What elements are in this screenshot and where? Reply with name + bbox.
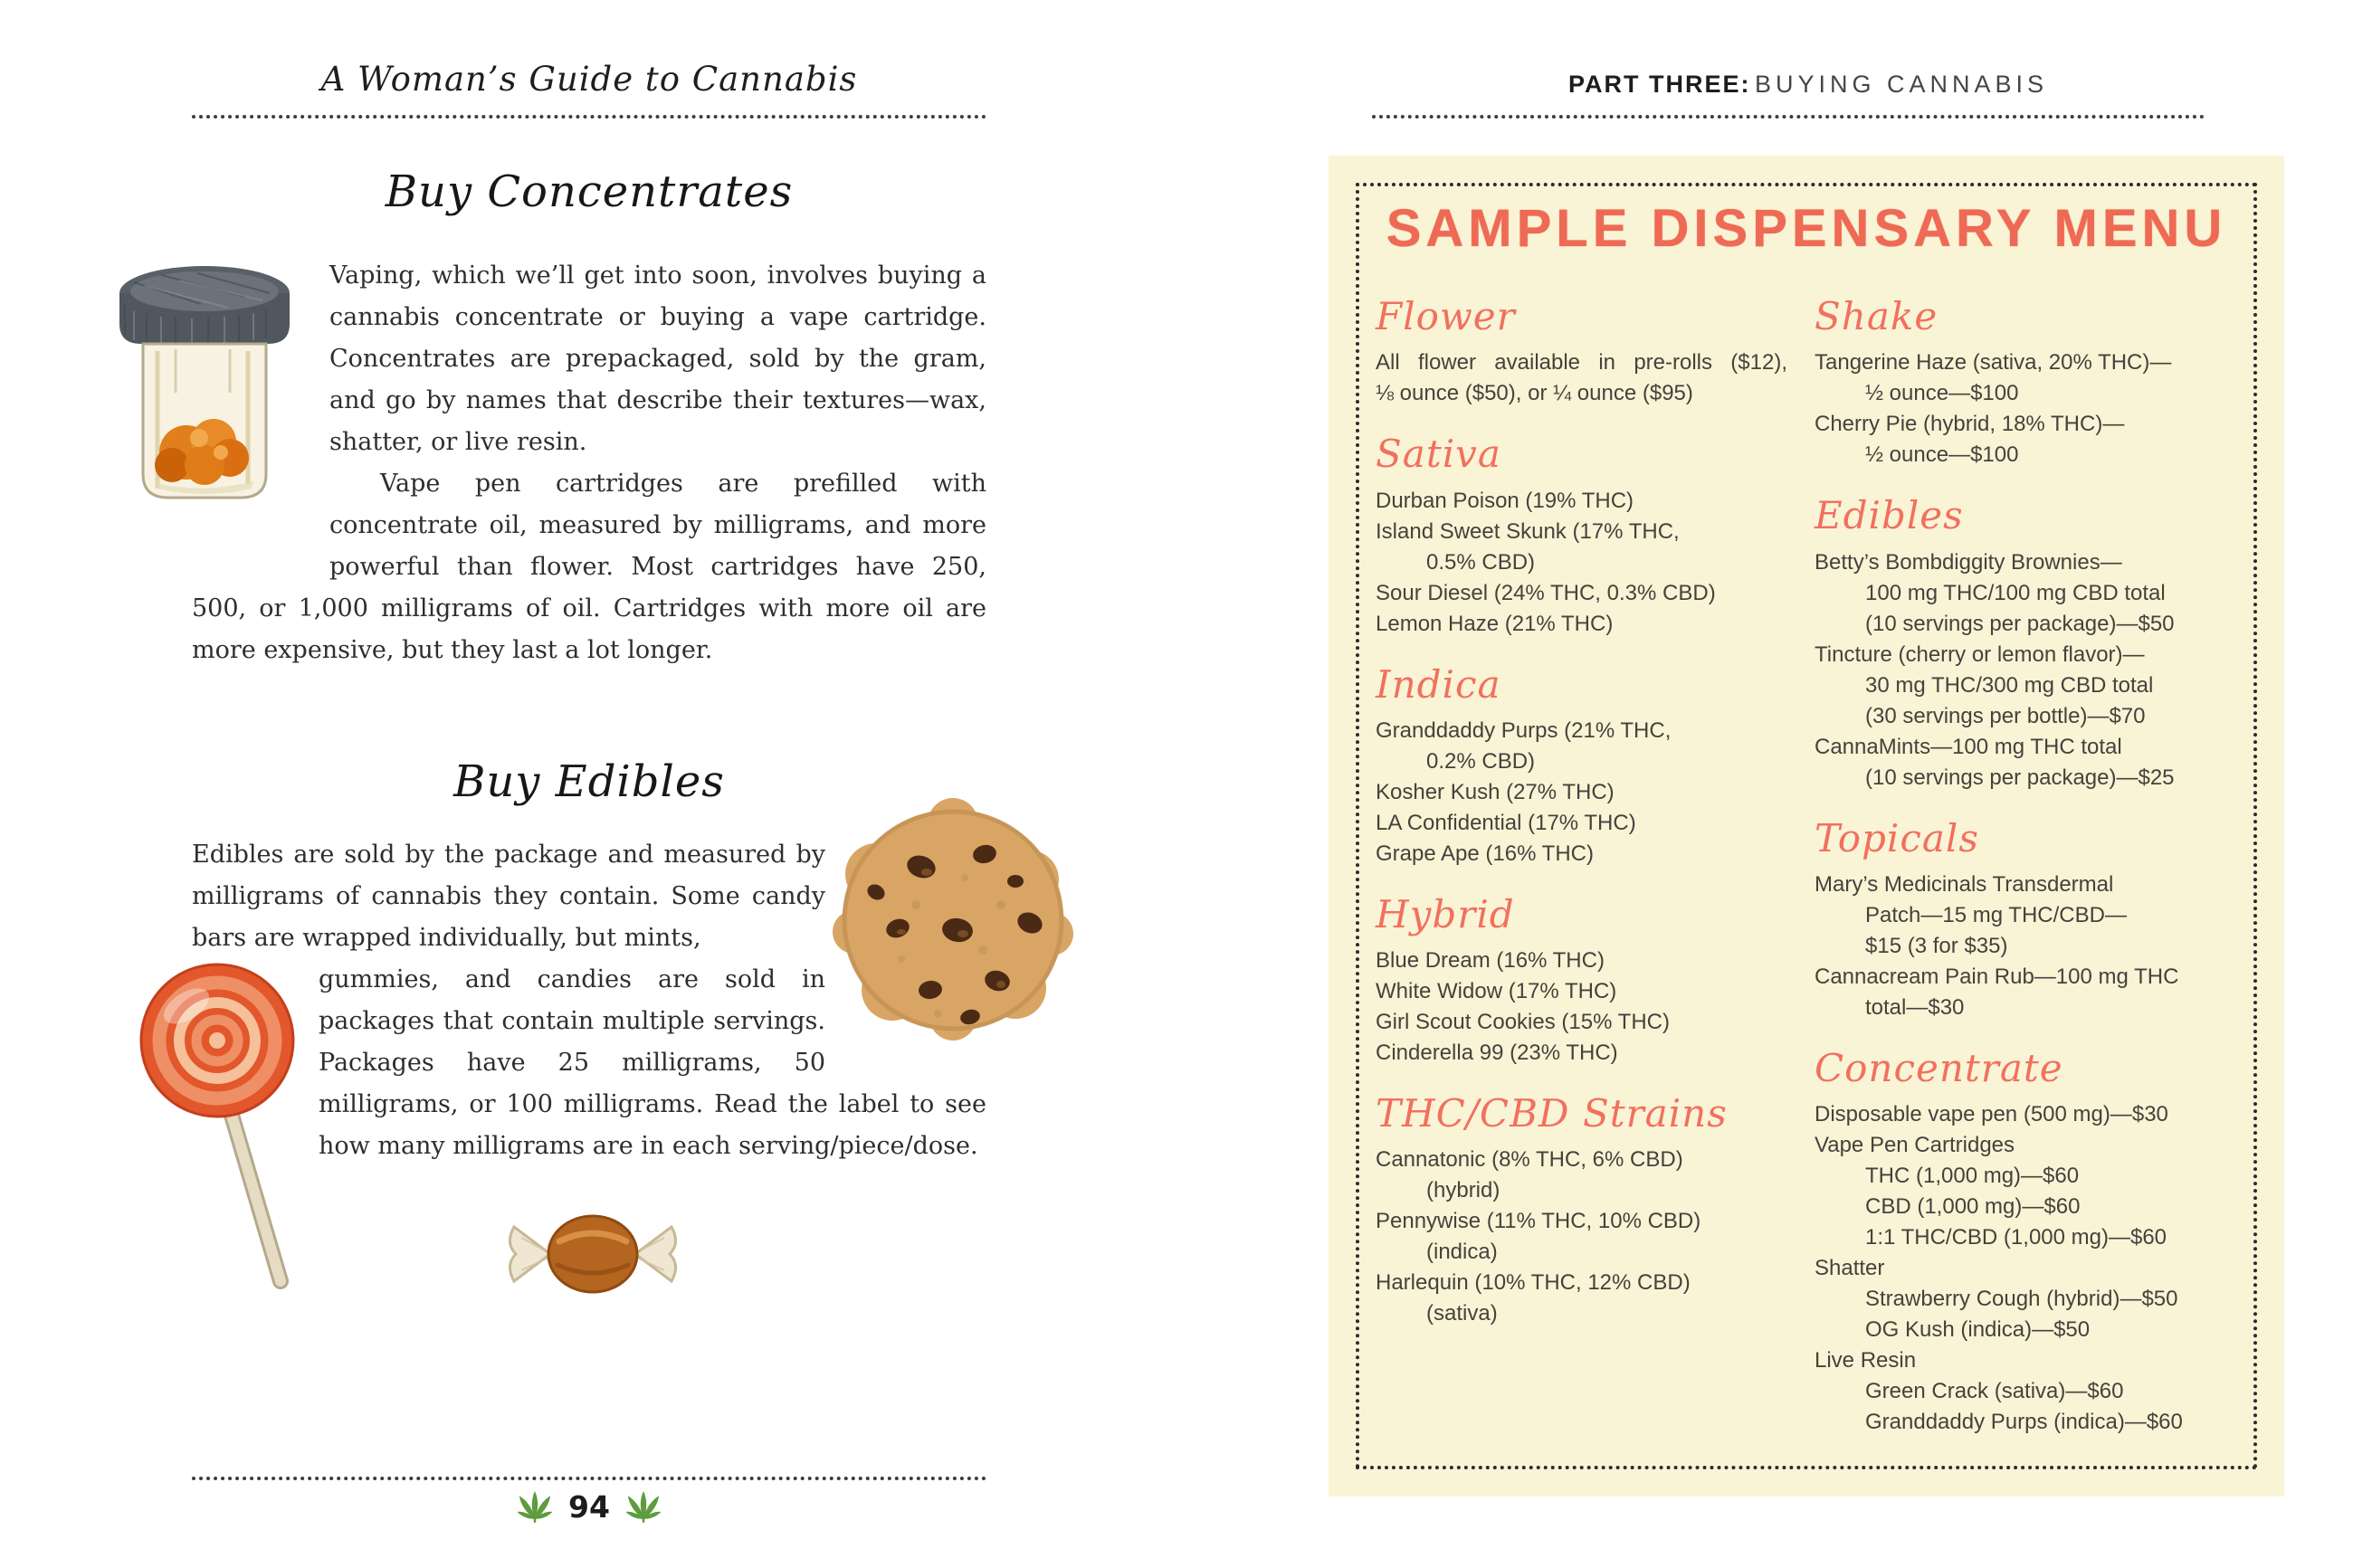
menu-item-line: (hybrid) xyxy=(1426,1178,1500,1203)
menu-item-line: (30 servings per bottle)—$70 xyxy=(1865,703,2146,728)
menu-item-line: Cinderella 99 (23% THC) xyxy=(1376,1041,1618,1066)
menu-item-line: Granddaddy Purps (21% THC, xyxy=(1376,717,1672,743)
menu-columns xyxy=(1376,291,2234,1438)
menu-section-heading: Sativa xyxy=(1376,432,1501,477)
menu-section-heading: Flower xyxy=(1376,294,1516,338)
menu-section-thc-cbd-strains xyxy=(1376,1092,1787,1329)
menu-item-line: Harlequin (10% THC, 12% CBD) xyxy=(1376,1270,1691,1296)
header-dotted-rule-right xyxy=(1372,115,2205,119)
menu-item-line: Kosher Kush (27% THC) xyxy=(1376,779,1615,804)
menu-section-flower xyxy=(1376,295,1787,409)
concentrate-jar-illustration xyxy=(92,257,317,518)
menu-item-line: OG Kush (indica)—$50 xyxy=(1865,1317,2091,1343)
menu-column-right xyxy=(1815,291,2234,1438)
menu-item-line: Cherry Pie (hybrid, 18% THC)— xyxy=(1815,412,2125,437)
paragraph: Vaping, which we’ll get into soon, involves buying a cannabis concentrate or buying a vape cartridge. Concentrates are prepackaged, sold by the gram, and go by names that describe their textures—wax, shatter, or live resin. xyxy=(329,261,986,456)
menu-item-line: 0.2% CBD) xyxy=(1426,748,1536,774)
menu-section-hybrid xyxy=(1376,893,1787,1069)
menu-section-heading: Indica xyxy=(1376,661,1501,707)
menu-item-line: Live Resin xyxy=(1815,1348,1917,1373)
chocolate-chip-cookie-illustration xyxy=(829,796,1077,1044)
page-footer xyxy=(192,1489,986,1524)
part-title: BUYING CANNABIS xyxy=(1754,71,2048,98)
section-title-buy-edibles: Buy Edibles xyxy=(453,756,725,807)
menu-column-left xyxy=(1376,291,1787,1438)
menu-item-line: (10 servings per package)—$25 xyxy=(1865,765,2175,790)
menu-item-line: Patch—15 mg THC/CBD— xyxy=(1865,902,2127,927)
header-dotted-rule-left xyxy=(192,115,986,119)
menu-item-line: LA Confidential (17% THC) xyxy=(1376,810,1636,835)
menu-item-line: (sativa) xyxy=(1426,1301,1498,1326)
page-number: 94 xyxy=(568,1488,610,1525)
menu-title: SAMPLE DISPENSARY MENU xyxy=(1386,199,2227,258)
menu-item-line: Shatter xyxy=(1815,1256,1885,1281)
menu-item-line: All flower available in pre-rolls ($12), xyxy=(1376,350,1787,375)
menu-item-line: Blue Dream (16% THC) xyxy=(1376,948,1605,974)
menu-item-line: Betty’s Bombdiggity Brownies— xyxy=(1815,549,2122,575)
section-title-buy-concentrates: Buy Concentrates xyxy=(385,166,794,217)
menu-item-line: ⅛ ounce ($50), or ¼ ounce ($95) xyxy=(1376,381,1693,406)
menu-section-concentrate xyxy=(1815,1047,2234,1438)
menu-item-line: 0.5% CBD) xyxy=(1426,549,1536,575)
menu-section-heading: THC/CBD Strains xyxy=(1376,1091,1728,1136)
menu-item-line: 100 mg THC/100 mg CBD total xyxy=(1865,580,2166,605)
menu-item-line: Girl Scout Cookies (15% THC) xyxy=(1376,1010,1670,1035)
menu-item-line: Mary’s Medicinals Transdermal xyxy=(1815,871,2114,897)
menu-item-line: Disposable vape pen (500 mg)—$30 xyxy=(1815,1102,2168,1127)
menu-item-line: 1:1 THC/CBD (1,000 mg)—$60 xyxy=(1865,1225,2167,1250)
caramel-candy-illustration xyxy=(503,1202,682,1308)
menu-section-edibles xyxy=(1815,494,2234,793)
running-head-book-title: A Woman’s Guide to Cannabis xyxy=(320,60,858,99)
menu-item-line: total—$30 xyxy=(1865,994,1965,1020)
menu-item-line: Vape Pen Cartridges xyxy=(1815,1133,2015,1158)
menu-item-line: Strawberry Cough (hybrid)—$50 xyxy=(1865,1287,2178,1312)
menu-item-line: (10 servings per package)—$50 xyxy=(1865,611,2175,636)
menu-item-line: ½ ounce—$100 xyxy=(1865,381,2019,406)
menu-section-indica xyxy=(1376,663,1787,870)
paragraph: Vape pen cartridges are prefilled with concentrate oil, measured by milligrams, and more powerful than flower. Most cartridges have 250, 500, or 1,000 milligrams of oil. Cartridges with more oil are more expensive, but they last a lot longer. xyxy=(192,470,986,664)
menu-item-line: (indica) xyxy=(1426,1240,1498,1265)
menu-item-line: Sour Diesel (24% THC, 0.3% CBD) xyxy=(1376,580,1716,605)
menu-section-heading: Topicals xyxy=(1815,815,1979,860)
paragraph: Edibles are sold by the package and measured by milligrams of cannabis they contain. Some candy bars are wrapped individually, but mints, xyxy=(192,841,825,952)
menu-item-line: ½ ounce—$100 xyxy=(1865,442,2019,468)
running-head-part xyxy=(1330,71,2286,99)
menu-section-shake xyxy=(1815,295,2234,470)
menu-item-line: $15 (3 for $35) xyxy=(1865,933,2008,958)
menu-section-heading: Concentrate xyxy=(1815,1045,2063,1090)
paragraph: gummies, and candies are sold in packages that contain multiple servings. Packages have 25 milligrams, 50 milligrams, or 100 milligrams. Read the label to see how many milligrams are in each serving/piece/dose. xyxy=(319,965,986,1160)
menu-item-line: Cannatonic (8% THC, 6% CBD) xyxy=(1376,1147,1683,1173)
menu-item-line: Lemon Haze (21% THC) xyxy=(1376,611,1614,636)
menu-item-line: Tangerine Haze (sativa, 20% THC)— xyxy=(1815,350,2172,375)
menu-section-sativa xyxy=(1376,432,1787,639)
footer-dotted-rule-left xyxy=(192,1477,986,1480)
menu-section-heading: Shake xyxy=(1815,294,1939,338)
menu-item-line: Grape Ape (16% THC) xyxy=(1376,841,1594,866)
menu-item-line: THC (1,000 mg)—$60 xyxy=(1865,1164,2080,1189)
lollipop-illustration xyxy=(132,959,311,1296)
menu-item-line: Granddaddy Purps (indica)—$60 xyxy=(1865,1410,2183,1435)
menu-item-line: 30 mg THC/300 mg CBD total xyxy=(1865,672,2154,698)
sample-dispensary-menu-box xyxy=(1329,156,2284,1497)
menu-item-line: Pennywise (11% THC, 10% CBD) xyxy=(1376,1209,1701,1234)
cannabis-leaf-icon xyxy=(626,1489,661,1524)
cannabis-leaf-icon xyxy=(518,1489,552,1524)
menu-item-line: Durban Poison (19% THC) xyxy=(1376,488,1634,513)
menu-section-heading: Edibles xyxy=(1815,493,1964,538)
menu-section-topicals xyxy=(1815,817,2234,1023)
menu-item-line: CBD (1,000 mg)—$60 xyxy=(1865,1194,2081,1220)
menu-section-heading: Hybrid xyxy=(1376,891,1515,936)
menu-item-line: Cannacream Pain Rub—100 mg THC xyxy=(1815,964,2179,989)
menu-item-line: Tincture (cherry or lemon flavor)— xyxy=(1815,641,2145,667)
menu-item-line: CannaMints—100 mg THC total xyxy=(1815,734,2122,759)
part-label: PART THREE: xyxy=(1567,71,1751,98)
menu-item-line: Green Crack (sativa)—$60 xyxy=(1865,1379,2124,1404)
menu-item-line: Island Sweet Skunk (17% THC, xyxy=(1376,518,1680,544)
menu-item-line: White Widow (17% THC) xyxy=(1376,979,1617,1004)
